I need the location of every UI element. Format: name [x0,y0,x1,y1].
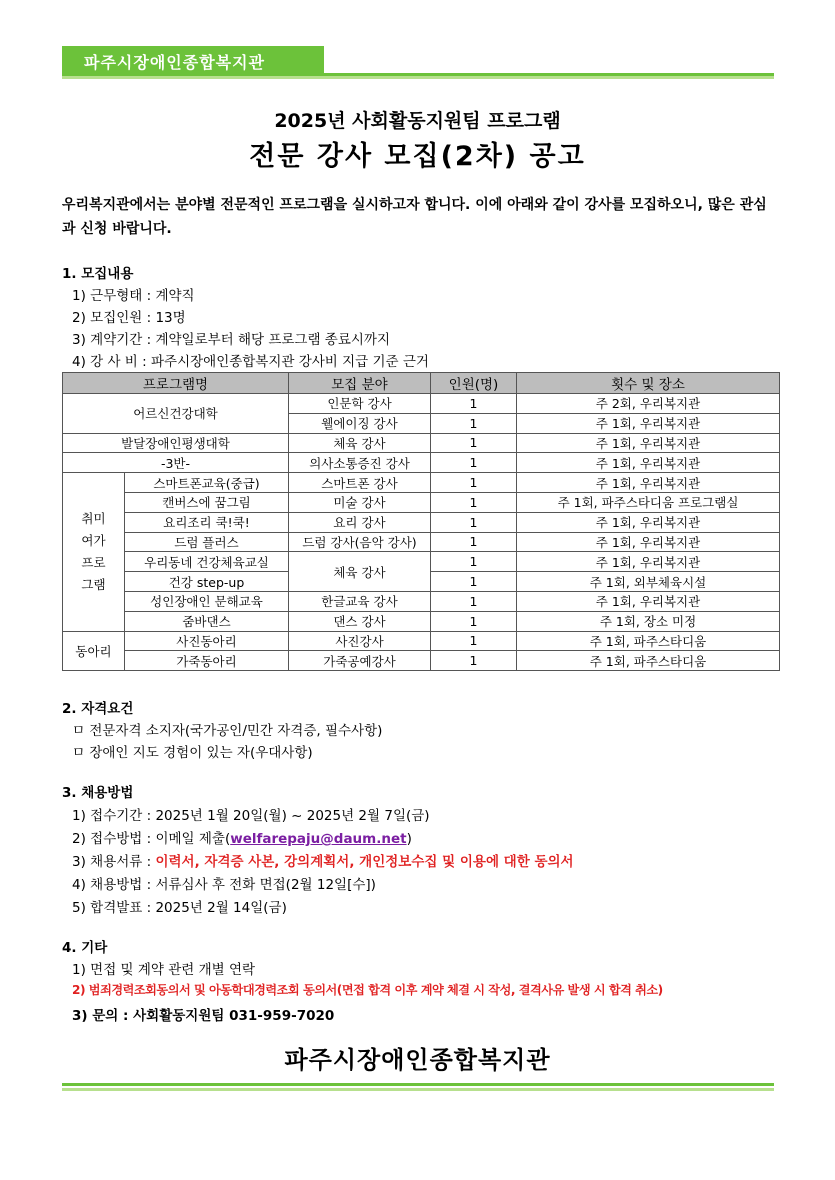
table-row [63,611,780,631]
hiring-docs-prefix: 3) 채용서류 : [72,854,156,870]
schedule-cell: 주 1회, 파주스타디움 프로그램실 [517,492,780,512]
category-label: 여가 [81,532,106,548]
recruit-item: 3) 계약기간 : 계약일로부터 해당 프로그램 종료시까지 [72,332,391,348]
program-cell: 요리조리 쿡!쿡! [125,512,289,532]
schedule-cell: 주 1회, 우리복지관 [517,591,780,611]
count-cell: 1 [431,512,517,532]
field-cell: 스마트폰 강사 [289,473,431,493]
count-cell: 1 [431,394,517,414]
program-cell: -3반- [63,453,289,473]
program-cell: 성인장애인 문해교육 [125,591,289,611]
field-cell: 댄스 강사 [289,611,431,631]
field-cell: 인문학 강사 [289,394,431,414]
table-row [63,552,780,572]
table-row [63,492,780,512]
recruit-item: 1) 근무형태 : 계약직 [72,288,195,304]
header-program: 프로그램명 [63,373,289,394]
header-count: 인원(명) [431,373,517,394]
program-cell: 어르신건강대학 [63,394,289,434]
count-cell: 1 [431,453,517,473]
category-cell-hobby [63,473,125,631]
count-cell: 1 [431,532,517,552]
etc-item-warning: 2) 범죄경력조회동의서 및 아동학대경력조회 동의서(면접 합격 이후 계약 체결 시 작성, 결격사유 발생 시 합격 취소) [72,983,663,997]
section-qualification-title: 2. 자격요건 [62,701,134,717]
count-cell: 1 [431,591,517,611]
program-cell: 건강 step-up [125,572,289,592]
program-cell: 가죽동아리 [125,651,289,671]
schedule-cell: 주 1회, 파주스타디움 [517,631,780,651]
category-label: 프로 [81,554,106,570]
hiring-method-suffix: ) [406,831,412,847]
table-row [63,532,780,552]
count-cell: 1 [431,572,517,592]
hiring-method [72,827,412,847]
program-table [62,372,780,671]
field-cell: 한글교육 강사 [289,591,431,611]
hiring-result: 5) 합격발표 : 2025년 2월 14일(금) [72,900,287,916]
table-row [63,631,780,651]
count-cell: 1 [431,611,517,631]
count-cell: 1 [431,651,517,671]
table-row [63,512,780,532]
field-cell: 체육 강사 [289,552,431,592]
count-cell: 1 [431,552,517,572]
schedule-cell: 주 1회, 우리복지관 [517,473,780,493]
header-schedule: 횟수 및 장소 [517,373,780,394]
program-cell: 드럼 플러스 [125,532,289,552]
footer-divider [62,1083,774,1091]
schedule-cell: 주 2회, 우리복지관 [517,394,780,414]
page-title: 전문 강사 모집(2차) 공고 [249,141,586,172]
schedule-cell: 주 1회, 외부체육시설 [517,572,780,592]
field-cell: 가죽공예강사 [289,651,431,671]
header-divider [62,73,774,79]
count-cell: 1 [431,473,517,493]
field-cell: 요리 강사 [289,512,431,532]
etc-item-contact: 3) 문의 : 사회활동지원팀 031-959-7020 [72,1008,335,1024]
field-cell: 체육 강사 [289,433,431,453]
footer-org-name: 파주시장애인종합복지관 [284,1046,551,1074]
program-cell: 발달장애인평생대학 [63,433,289,453]
hiring-docs [72,850,574,870]
header-org-tag: 파주시장애인종합복지관 [62,46,324,77]
schedule-cell: 주 1회, 우리복지관 [517,552,780,572]
count-cell: 1 [431,631,517,651]
schedule-cell: 주 1회, 우리복지관 [517,453,780,473]
table-header-row [63,373,780,394]
table-row [63,473,780,493]
program-cell: 줌바댄스 [125,611,289,631]
field-cell: 드럼 강사(음악 강사) [289,532,431,552]
hiring-docs-value: 이력서, 자격증 사본, 강의계획서, 개인정보수집 및 이용에 대한 동의서 [155,854,574,870]
field-cell: 미술 강사 [289,492,431,512]
category-label: 그램 [81,576,106,592]
count-cell: 1 [431,433,517,453]
category-label: 취미 [81,510,106,526]
schedule-cell: 주 1회, 장소 미정 [517,611,780,631]
hiring-method-prefix: 2) 접수방법 : 이메일 제출( [72,831,231,847]
schedule-cell: 주 1회, 우리복지관 [517,532,780,552]
hiring-period: 1) 접수기간 : 2025년 1월 20일(월) ~ 2025년 2월 7일(금) [72,808,430,824]
schedule-cell: 주 1회, 우리복지관 [517,433,780,453]
section-etc-title: 4. 기타 [62,940,108,956]
page-subtitle: 2025년 사회활동지원팀 프로그램 [274,110,561,132]
qualification-item: ㅁ 전문자격 소지자(국가공인/민간 자격증, 필수사항) [72,723,383,739]
schedule-cell: 주 1회, 파주스타디움 [517,651,780,671]
recruit-item: 4) 강 사 비 : 파주시장애인종합복지관 강사비 지급 기준 근거 [72,354,429,370]
program-cell: 사진동아리 [125,631,289,651]
etc-item: 1) 면접 및 계약 관련 개별 연락 [72,962,256,978]
recruit-item: 2) 모집인원 : 13명 [72,310,186,326]
section-recruit-title: 1. 모집내용 [62,266,134,282]
program-cell: 우리동네 건강체육교실 [125,552,289,572]
email-link[interactable]: welfarepaju@daum.net [230,831,407,847]
table-row [63,453,780,473]
field-cell: 의사소통증진 강사 [289,453,431,473]
field-cell: 사진강사 [289,631,431,651]
table-row [63,651,780,671]
table-row [63,591,780,611]
hiring-process: 4) 채용방법 : 서류심사 후 전화 면접(2월 12일[수]) [72,877,376,893]
count-cell: 1 [431,413,517,433]
section-hiring-title: 3. 채용방법 [62,785,134,801]
program-cell: 캔버스에 꿈그림 [125,492,289,512]
count-cell: 1 [431,492,517,512]
header-field: 모집 분야 [289,373,431,394]
table-row [63,433,780,453]
program-cell: 스마트폰교육(중급) [125,473,289,493]
schedule-cell: 주 1회, 우리복지관 [517,512,780,532]
category-cell-club: 동아리 [63,631,125,671]
schedule-cell: 주 1회, 우리복지관 [517,413,780,433]
intro-paragraph: 우리복지관에서는 분야별 전문적인 프로그램을 실시하고자 합니다. 이에 아래와 같이 강사를 모집하오니, 많은 관심과 신청 바랍니다. [62,197,767,237]
qualification-item: ㅁ 장애인 지도 경험이 있는 자(우대사항) [72,745,313,761]
field-cell: 웰에이징 강사 [289,413,431,433]
table-row [63,394,780,414]
